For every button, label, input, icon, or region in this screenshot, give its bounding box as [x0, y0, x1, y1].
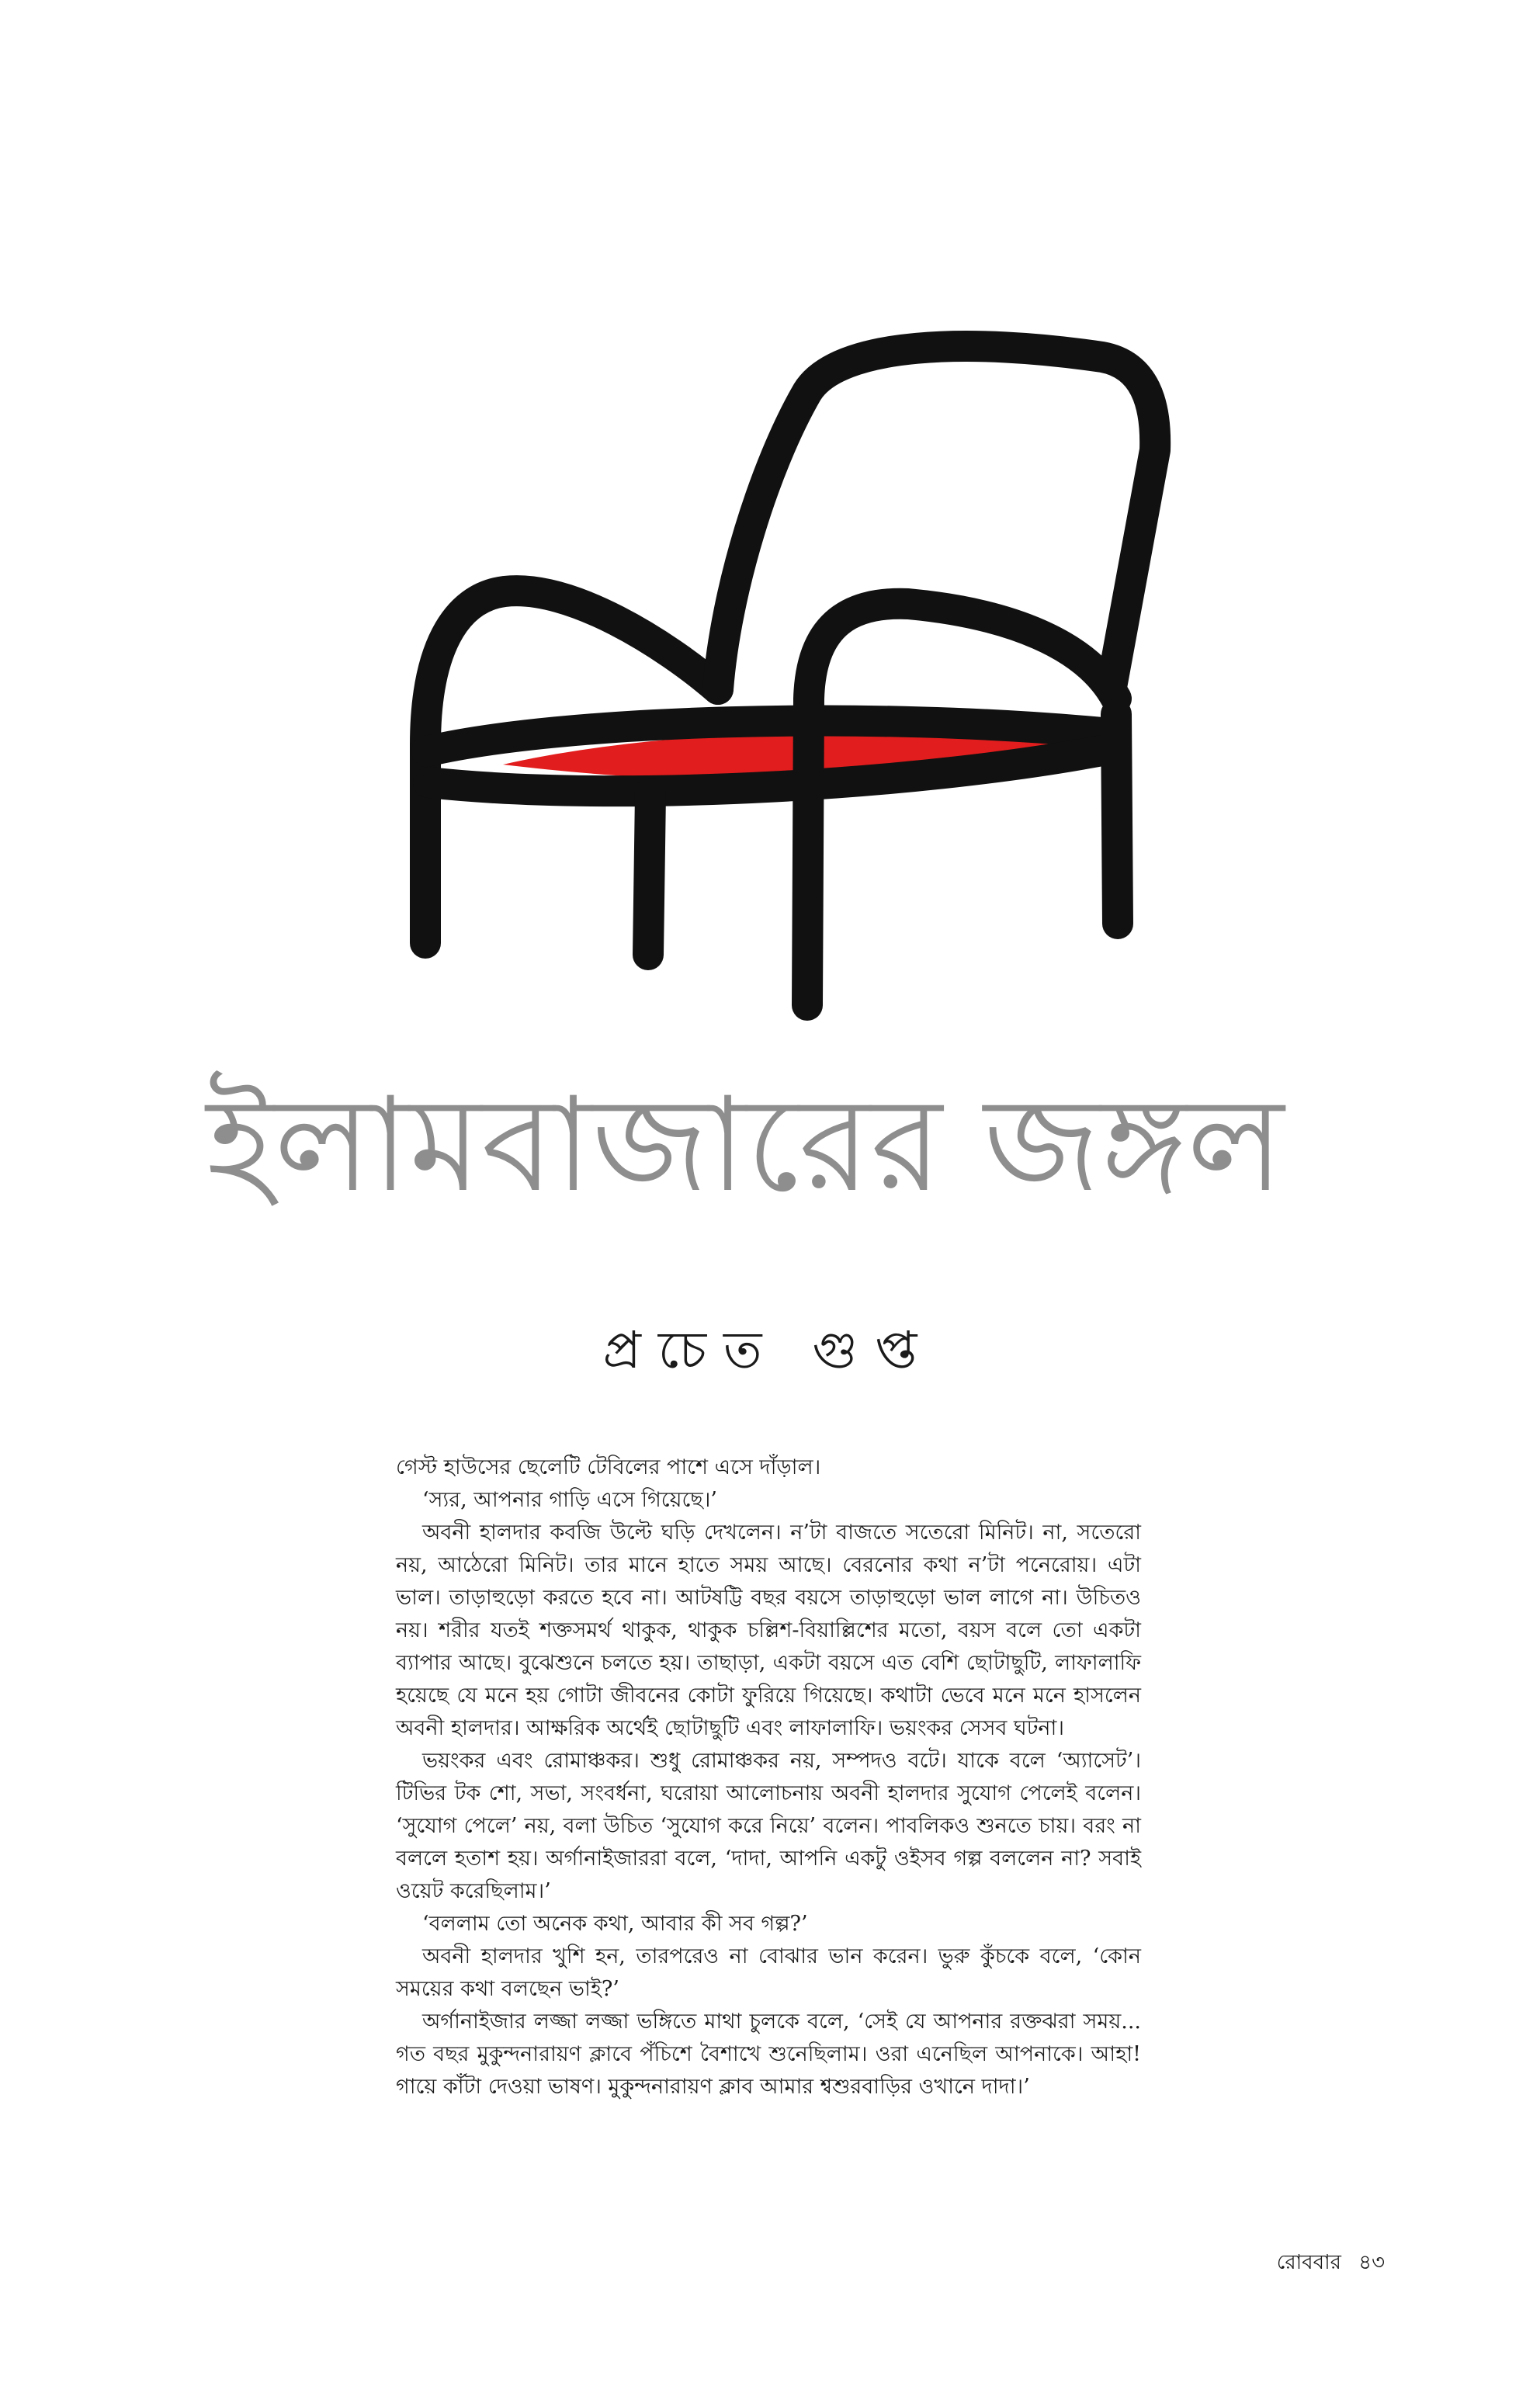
story-body: [396, 1451, 1141, 2103]
body-paragraph: ‘স্যর, আপনার গাড়ি এসে গিয়েছে।’: [422, 1488, 718, 1512]
magazine-name: রোববার: [1276, 2251, 1341, 2274]
page-footer: [1277, 2247, 1385, 2278]
story-title: ইলামবাজারের জঙ্গল: [206, 1069, 1285, 1221]
body-paragraph: অর্গানাইজার লজ্জা লজ্জা ভঙ্গিতে মাথা চুলকে বলে, ‘সেই যে আপনার রক্তঝরা সময়... গত বছর মুকুন্দনারায়ণ ক্লাবে পঁচিশে বৈশাখে শুনেছিলাম। ওরা এনেছিল আপনাকে। আহা! গায়ে কাঁটা দেওয়া ভাষণ। মুকুন্দনারায়ণ ক্লাব আমার শ্বশুরবাড়ির ওখানে দাদা।’: [396, 2010, 1141, 2099]
body-paragraph: অবনী হালদার কবজি উল্টে ঘড়ি দেখলেন। ন’টা বাজতে সতেরো মিনিট। না, সতেরো নয়, আঠেরো মিনিট। তার মানে হাতে সময় আছে। বেরনোর কথা ন’টা পনেরোয়। এটা ভাল। তাড়াহুড়ো করতে হবে না। আটষট্টি বছর বয়সে তাড়াহুড়ো ভাল লাগে না। উচিতও নয়। শরীর যতই শক্তসমর্থ থাকুক, থাকুক চল্লিশ-বিয়াল্লিশের মতো, বয়স বলে তো একটা ব্যাপার আছে। বুঝেশুনে চলতে হয়। তাছাড়া, একটা বয়সে এত বেশি ছোটাছুটি, লাফালাফি হয়েছে যে মনে হয় গোটা জীবনের কোটা ফুরিয়ে গিয়েছে। কথাটা ভেবে মনে মনে হাসলেন অবনী হালদার। আক্ষরিক অর্থেই ছোটাছুটি এবং লাফালাফি। ভয়ংকর সেসব ঘটনা।: [396, 1521, 1141, 1740]
chair-back-right-leg: [1116, 714, 1118, 924]
body-paragraph: ভয়ংকর এবং রোমাঞ্চকর। শুধু রোমাঞ্চকর নয়, সম্পদও বটে। যাকে বলে ‘অ্যাসেট’। টিভির টক শো, সভা, সংবর্ধনা, ঘরোয়া আলোচনায় অবনী হালদার সুযোগ পেলেই বলেন। ‘সুযোগ পেলে’ নয়, বলা উচিত ‘সুযোগ করে নিয়ে’ বলেন। পাবলিকও শুনতে চায়। বরং না বললে হতাশ হয়। অর্গানাইজাররা বলে, ‘দাদা, আপনি একটু ওইসব গল্প বললেন না? সবাই ওয়েট করেছিলাম।’: [396, 1749, 1141, 1903]
body-paragraph: অবনী হালদার খুশি হন, তারপরেও না বোঝার ভান করেন। ভুরু কুঁচকে বলে, ‘কোন সময়ের কথা বলছেন ভাই?’: [396, 1944, 1141, 2001]
chair-backrest: [718, 346, 1155, 689]
body-paragraph: ‘বললাম তো অনেক কথা, আবার কী সব গল্প?’: [422, 1912, 808, 1936]
body-paragraph: গেস্ট হাউসের ছেলেটি টেবিলের পাশে এসে দাঁড়াল।: [396, 1455, 821, 1479]
author-name: প্রচেত গুপ্ত: [602, 1320, 935, 1380]
chair-illustration: [388, 310, 1180, 1056]
page-number: ৪৩: [1358, 2251, 1385, 2274]
chair-right-arm: [807, 604, 1116, 1005]
chair-back-left-leg: [648, 793, 650, 955]
